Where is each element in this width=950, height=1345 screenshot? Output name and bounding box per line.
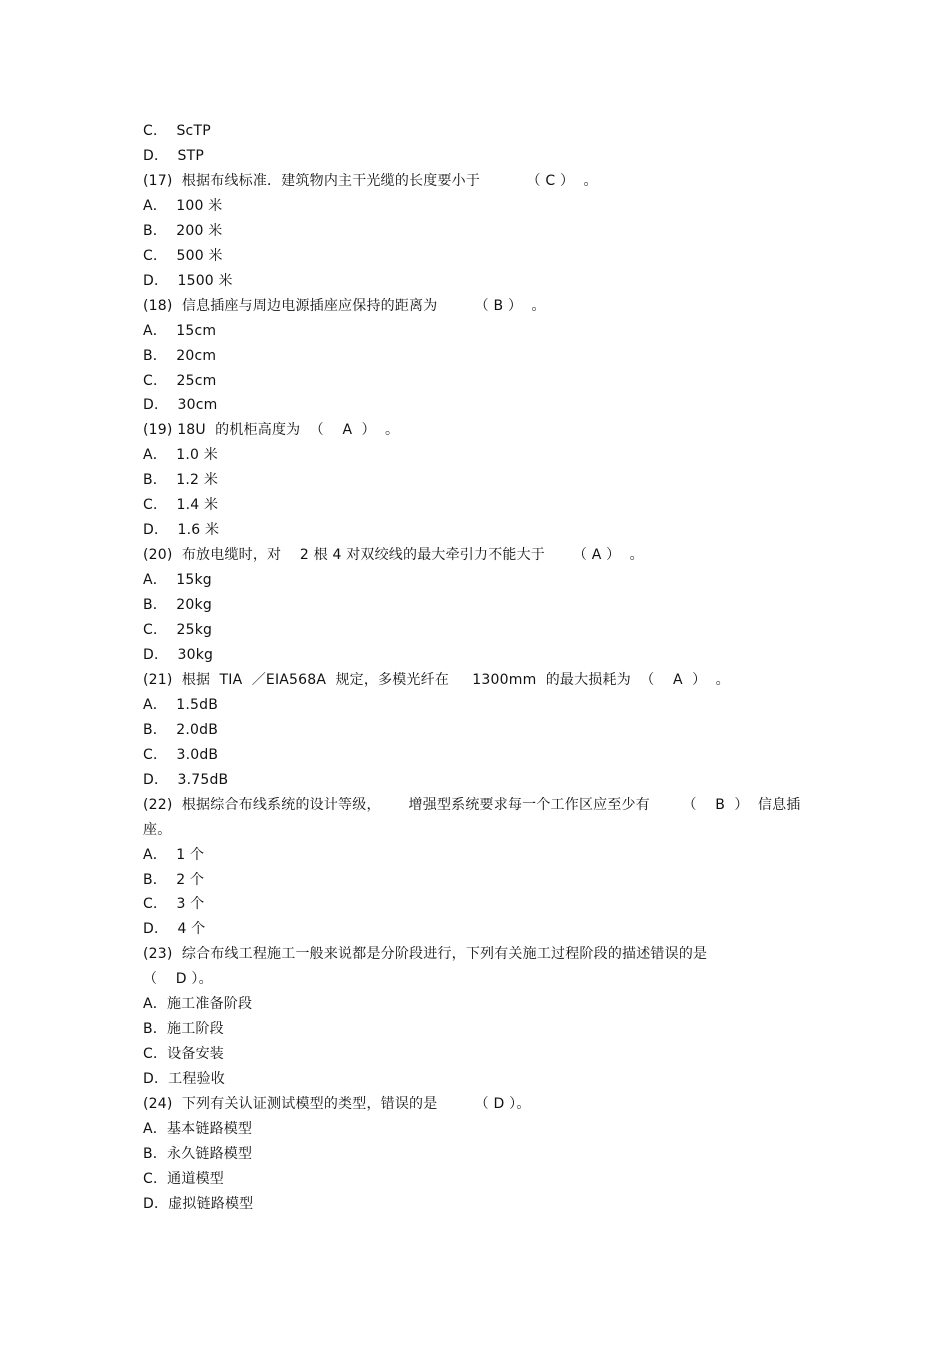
text-line: B． 2.0dB <box>143 722 219 738</box>
text-line: C． ScTP <box>143 123 211 139</box>
text-line: (19) 18U 的机柜高度为 （ A ） 。 <box>143 422 400 438</box>
text-line: C． 3.0dB <box>143 747 219 763</box>
text-line: (20) 布放电缆时，对 2 根 4 对双绞线的最大牵引力不能大于 （ A ） 。 <box>143 547 644 563</box>
text-line: (21) 根据 TIA ／EIA568A 规定，多模光纤在 1300mm 的最大损耗为 （ A ） 。 <box>143 672 730 688</box>
text-line: D． 30cm <box>143 397 218 413</box>
text-line: B． 1.2 米 <box>143 472 219 488</box>
text-line: D．工程验收 <box>143 1071 225 1087</box>
text-line: (22) 根据综合布线系统的设计等级， 增强型系统要求每一个工作区应至少有 （ B ） 信息插 <box>143 797 801 813</box>
text-line: D． 1500 米 <box>143 273 233 289</box>
text-line: A． 1.5dB <box>143 697 219 713</box>
text-line: C．通道模型 <box>143 1171 224 1187</box>
text-line: C． 1.4 米 <box>143 497 219 513</box>
text-line: A． 1 个 <box>143 847 205 863</box>
text-line: D． 1.6 米 <box>143 522 220 538</box>
text-line: B．施工阶段 <box>143 1021 224 1037</box>
text-line: C． 25kg <box>143 622 213 638</box>
text-line: A． 15cm <box>143 323 217 339</box>
text-line: A．施工准备阶段 <box>143 996 253 1012</box>
text-line: (23) 综合布线工程施工一般来说都是分阶段进行，下列有关施工过程阶段的描述错误的是 <box>143 946 708 962</box>
text-line: C． 500 米 <box>143 248 223 264</box>
text-line: D． STP <box>143 148 204 164</box>
text-line: (18) 信息插座与周边电源插座应保持的距离为 （ B ） 。 <box>143 298 546 314</box>
text-line: B．永久链路模型 <box>143 1146 253 1162</box>
text-line: C． 3 个 <box>143 896 205 912</box>
text-line: A． 1.0 米 <box>143 447 218 463</box>
text-line: A． 100 米 <box>143 198 223 214</box>
text-line: D． 3.75dB <box>143 772 229 788</box>
text-line: C． 25cm <box>143 373 217 389</box>
text-line: A．基本链路模型 <box>143 1121 253 1137</box>
text-line: (17) 根据布线标准．建筑物内主干光缆的长度要小于 （ C ） 。 <box>143 173 598 189</box>
text-line: B． 20kg <box>143 597 212 613</box>
text-line: B． 2 个 <box>143 872 205 888</box>
text-line: D． 30kg <box>143 647 214 663</box>
text-line: D． 4 个 <box>143 921 206 937</box>
text-line: D．虚拟链路模型 <box>143 1196 254 1212</box>
text-line: （ D ）。 <box>143 971 213 987</box>
text-line: (24) 下列有关认证测试模型的类型，错误的是 （ D ）。 <box>143 1096 531 1112</box>
text-line: B． 200 米 <box>143 223 223 239</box>
text-line: 座。 <box>143 822 172 838</box>
text-line: A． 15kg <box>143 572 212 588</box>
text-line: C．设备安装 <box>143 1046 224 1062</box>
text-line: B． 20cm <box>143 348 217 364</box>
